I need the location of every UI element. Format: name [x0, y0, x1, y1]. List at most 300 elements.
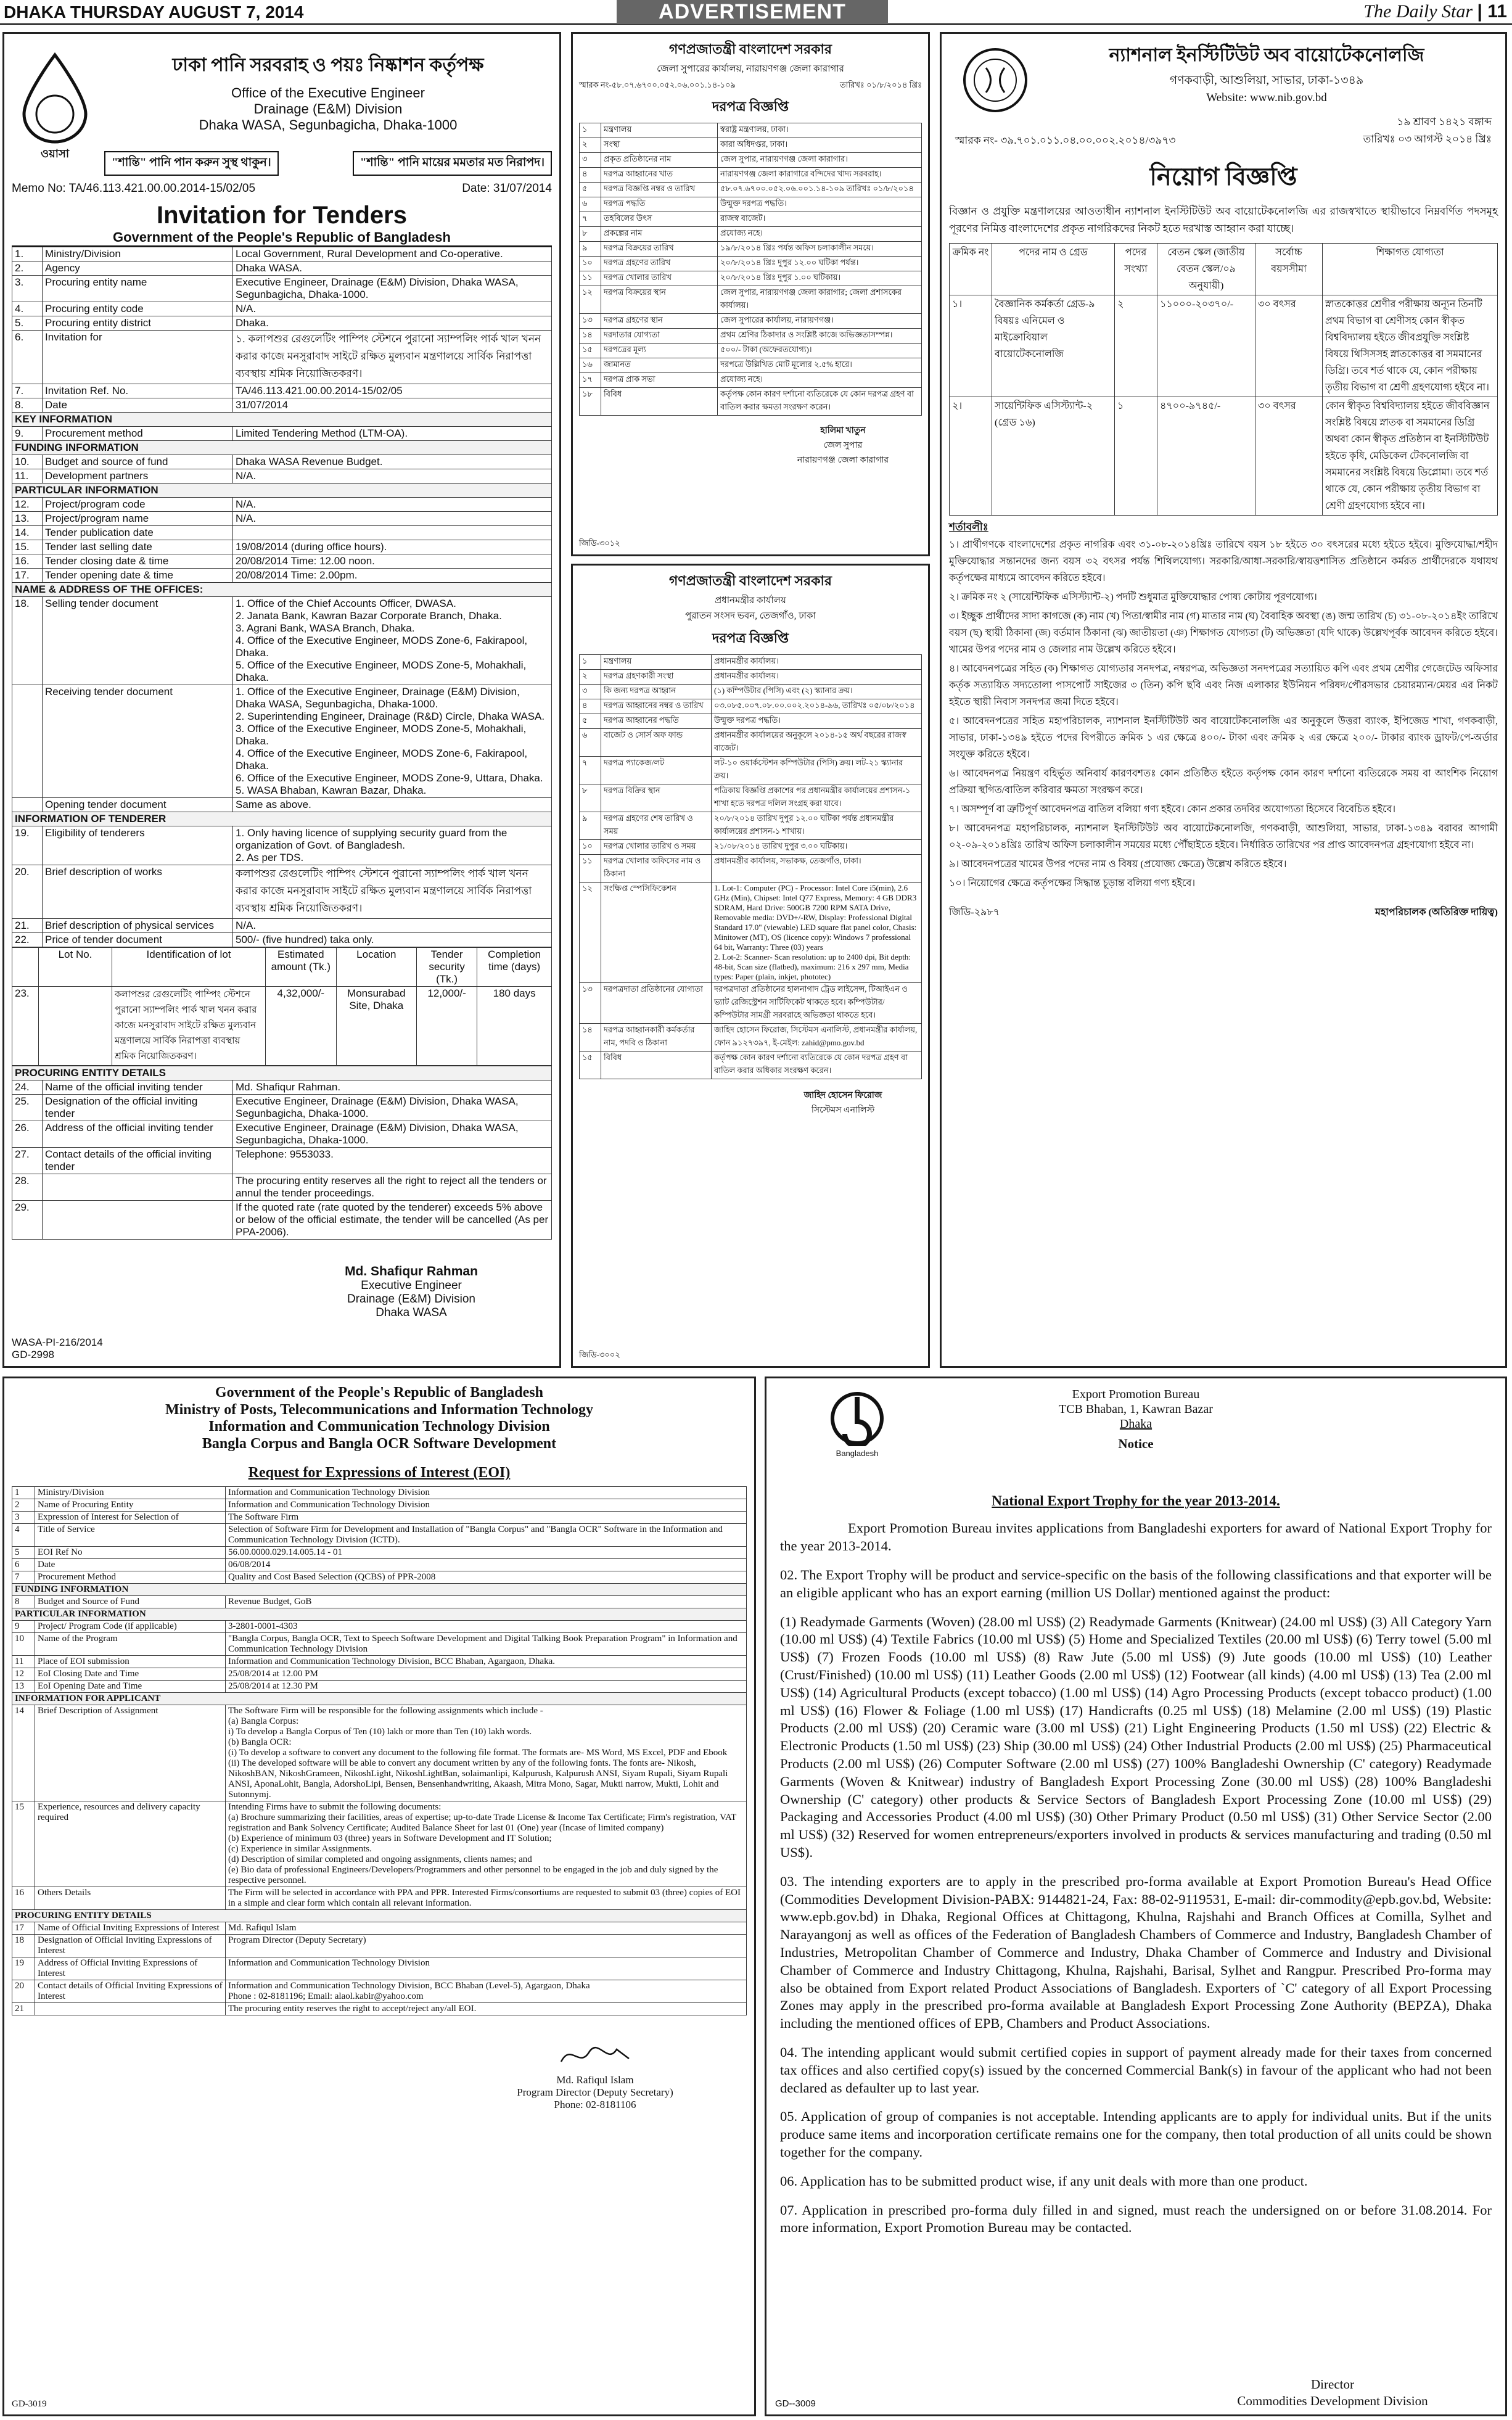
row-number: 5.: [12, 316, 43, 331]
nib-term: ৯। আবেদনপত্রের খামের উপর পদের নাম ও বিষয় (প্রযোজ্য ক্ষেত্রে) উল্লেখ করিতে হইবে।: [949, 859, 1287, 870]
row-value: Information and Communication Technology Division, BCC Bhaban (Level-5), Agargaon, Dhaka Phone : 02-8181196; Email: alaol.kabir@yahoo.com: [226, 1980, 747, 2003]
info-row: [12, 685, 552, 798]
row-number: 28.: [12, 1174, 43, 1201]
section-title: PARTICULAR INFORMATION: [12, 1608, 747, 1621]
wasa-codes: [12, 1336, 103, 1361]
row-label: Eligibility of tenderers: [43, 826, 233, 865]
info-row: [12, 1596, 747, 1608]
row-number: 25.: [12, 1095, 43, 1121]
row-value: ০৩.০৮৫.০০৭.০৮.০০.০০২.২০১৪-৯৬, তারিখঃ ০৫/০৮/২০১৪: [712, 699, 922, 714]
info-row: [580, 197, 922, 212]
row-number: ১।: [950, 295, 992, 397]
epb-header: [780, 1385, 1492, 1514]
row-number: ১০: [580, 257, 601, 271]
info-row: [580, 1052, 922, 1079]
info-row: [580, 983, 922, 1024]
row-number: ৫: [580, 183, 601, 197]
row-number: [12, 798, 43, 812]
mid1-sign-name: হালিমা খাতুন: [820, 426, 866, 435]
water-drop-logo-icon: [18, 52, 92, 145]
epb-sign-line: Director: [1311, 2377, 1354, 2392]
row-number: ১৫: [580, 1052, 601, 1079]
brand-name: The Daily Star: [1363, 1, 1473, 22]
info-row: [12, 455, 552, 469]
row-value: প্রধানমন্ত্রীর কার্যালয়।: [712, 670, 922, 685]
mid1-memo: স্মারক নং-৫৮.০৭.৬৭০০.০৫২.০৬.০০১.১৪-১০৯: [579, 80, 736, 89]
row-number: ৭: [580, 212, 601, 227]
row-value: 3-2801-0001-4303: [226, 1621, 747, 1633]
row-number: ৪: [580, 699, 601, 714]
row-label: Place of EOI submission: [35, 1656, 226, 1668]
info-row: [12, 1559, 747, 1571]
row-cell: ৩০ বৎসর: [1255, 295, 1323, 397]
nib-col-header: পদের সংখ্যা: [1115, 244, 1157, 295]
lot-row: [12, 987, 552, 1066]
row-number: 4: [12, 1524, 35, 1547]
row-number: 20.: [12, 865, 43, 919]
row-number: 22.: [12, 933, 43, 947]
row-value: Telephone: 9553033.: [233, 1148, 552, 1174]
wasa-memo-line: [12, 182, 552, 195]
info-row: [12, 919, 552, 933]
epb-para-2: 02. The Export Trophy will be product and service-specific on the basis of the following classifications and that exporter will be an eligible applicant who has an export earning (million US Dollar) mentioned against the product:: [780, 1567, 1492, 1600]
epb-para-6: 06. Application has to be submitted product wise, if any unit deals with more than one product.: [780, 2173, 1308, 2189]
row-value: 25/08/2014 at 12.30 PM: [226, 1681, 747, 1693]
lot-identification: কলাপশুর রেগুলেটিং পাম্পিং স্টেশনে পুরানো স্যাম্পলিং পার্ক খাল খনন করার কাজে মনসুরাবাদ সাইটে রক্ষিত মুল্যবান মন্ত্রণালয়ে সার্বিক নিরাপত্তা ব্যবস্থায় শ্রমিক নিয়োজিতকরণ।: [112, 987, 266, 1066]
row-number: ১৩: [580, 314, 601, 329]
section-title: NAME & ADDRESS OF THE OFFICES:: [12, 583, 552, 597]
row-label: [35, 2003, 226, 2015]
row-label: দরপত্র বিক্রয়ের স্থান: [601, 286, 718, 314]
info-row: [580, 183, 922, 197]
lot-header: Location: [336, 948, 416, 987]
row-label: Tender publication date: [43, 526, 233, 540]
row-label: Agency: [43, 261, 233, 276]
row-value: পত্রিকায় বিজ্ঞপ্তি প্রকাশের পর প্রধানমন্ত্রীর কার্যালয়ের প্রশাসন-১ শাখা হতে দরপত্র দলিল সংগ্রহ করা যাবে।: [712, 784, 922, 812]
info-row: [12, 331, 552, 384]
row-value: [233, 526, 552, 540]
row-number: 24.: [12, 1080, 43, 1095]
jail-tender-ad: [571, 32, 930, 556]
row-number: 2: [12, 1499, 35, 1512]
lot-location: Monsurabad Site, Dhaka: [336, 987, 416, 1066]
ict-line: Bangla Corpus and Bangla OCR Software Development: [202, 1435, 557, 1452]
row-label: প্রকৃত প্রতিষ্ঠানের নাম: [601, 153, 718, 168]
section-row: [12, 484, 552, 498]
wasa-slogan-2: "শান্তি" পানি মায়ের মমতার মত নিরাপদ।: [353, 151, 552, 176]
info-row: [12, 526, 552, 540]
row-label: Procurement method: [43, 427, 233, 441]
row-label: দরপত্র পদ্ধতি: [601, 197, 718, 212]
nib-jobs-table: [949, 243, 1498, 516]
row-number: ১১: [580, 271, 601, 286]
epb-para-4: 04. The intending applicant would submit certified copies in support of payment already made for their taxes from concerned tax offices and also certified copy(s) issued by the concerned Commercial Bank(s) in favour of the applicant who had not been declared as defaulter up to last year.: [780, 2044, 1492, 2096]
info-row: [12, 498, 552, 512]
row-value: The procuring entity reserves the right to accept/reject any/all EOI.: [226, 2003, 747, 2015]
row-value: N/A.: [233, 498, 552, 512]
epb-para-7: 07. Application in prescribed pro-forma duly filled in and signed, must reach the undersigned on or before 31.08.2014. For more information, Export Promotion Bureau may be contacted.: [780, 2202, 1492, 2236]
row-label: Development partners: [43, 469, 233, 484]
row-number: ১৩: [580, 983, 601, 1024]
mid1-signature: [764, 423, 922, 467]
epb-code: GD--3009: [775, 2398, 816, 2409]
mid2-table: [579, 654, 922, 1079]
row-label: মন্ত্রণালয়: [601, 655, 712, 670]
section-row: [12, 1608, 747, 1621]
info-row: [580, 699, 922, 714]
row-number: [12, 685, 43, 798]
wasa-heading: Invitation for Tenders: [157, 202, 407, 229]
row-label: Address of Official Inviting Expressions of Interest: [35, 1957, 226, 1980]
row-value: Information and Communication Technology Division: [226, 1499, 747, 1512]
mid1-sign-line: নারায়ণগঞ্জ জেলা কারাগার: [797, 456, 889, 465]
row-label: Ministry/Division: [43, 247, 233, 261]
row-number: ৭: [580, 757, 601, 784]
row-label: দরপত্র আহ্বানের নম্বর ও তারিখ: [601, 699, 712, 714]
row-number: ১৪: [580, 1024, 601, 1052]
wasa-bn-title: ঢাকা পানি সরবরাহ ও পয়ঃ নিষ্কাশন কর্তৃপক্ষ: [172, 55, 484, 75]
row-number: ১৫: [580, 344, 601, 358]
nib-seal-logo-icon: [961, 46, 1029, 114]
epb-sign-line: Commodities Development Division: [1237, 2393, 1428, 2409]
row-label: দরপত্রের মূল্য: [601, 344, 718, 358]
info-row: [12, 554, 552, 569]
nib-col-header: ক্রমিক নং: [950, 244, 992, 295]
wasa-office: Office of the Executive Engineer: [231, 85, 425, 101]
row-value: ১৯/৮/২০১৪ খ্রিঃ পর্যন্ত অফিস চলাকালীন সময়ে।: [718, 242, 922, 257]
row-label: দরপত্রদাতা প্রতিষ্ঠানের যোগ্যতা: [601, 983, 712, 1024]
info-row: [580, 153, 922, 168]
info-row: [580, 138, 922, 153]
row-value: 25/08/2014 at 12.00 PM: [226, 1668, 747, 1681]
row-number: ১২: [580, 883, 601, 983]
row-number: ৮: [580, 227, 601, 242]
row-label: Project/program code: [43, 498, 233, 512]
nib-col-header: শিক্ষাগত যোগ্যতা: [1323, 244, 1498, 295]
row-number: ১৭: [580, 373, 601, 388]
row-number: ১৮: [580, 388, 601, 416]
info-row: [12, 302, 552, 316]
section-title: INFORMATION FOR APPLICANT: [12, 1693, 747, 1705]
row-value: "Bangla Corpus, Bangla OCR, Text to Speech Software Development and Digital Talking Book Preparation Program" in Information and Communication Technology Division: [226, 1633, 747, 1656]
section-label: ADVERTISEMENT: [617, 0, 888, 24]
row-value: Md. Shafiqur Rahman.: [233, 1080, 552, 1095]
row-number: 9: [12, 1621, 35, 1633]
info-row: [12, 1512, 747, 1524]
info-row: [12, 1887, 747, 1910]
wasa-sign-line: Dhaka WASA: [376, 1306, 447, 1319]
row-label: Others Details: [35, 1887, 226, 1910]
row-value: Local Government, Rural Development and Co-operative.: [233, 247, 552, 261]
info-row: [950, 397, 1498, 516]
row-number: ২: [580, 138, 601, 153]
info-row: [580, 242, 922, 257]
epb-para-3: 03. The intending exporters are to apply in the prescribed pro-forma available at Export Promotion Bureau's Head Office (Commodities Development Division-PABX: 9144821-24, Fax: 88-02-9119531, E-mail: dir-commodity@epb.gov.bd, Website: www.epb.gov.bd) in Dhaka, Regional Offices at Chittagong, Khulna, Rajshahi and Branch Offices at Comilla, Sylhet and Narayangonj as well as offices of the Federation of Bangladesh Chambers of Commerce and Industry, Bangladesh Chamber of Industries, Metropolitan Chamber of Commerce and Industry, Dhaka Chamber of Commerce and Industry and Divisional Chamber of Commerce and Industry Chittagong, Khulna, Rajshahi, Barisal, Sylhet and Rangpur. Prescribed Pro-forma may also be obtained from Export related Product Associations of Bangladesh. Exporters of `C' category of all Export Processing Zones may apply in the prescribed pro-forma available at Bangladesh Export Processing Zone Authority (BEPZA), Dhaka including the mentioned offices of EPB, Chambers and Product Associations.: [780, 1873, 1492, 2031]
info-row: [12, 427, 552, 441]
info-row: [580, 883, 922, 983]
row-value: 1. Only having licence of supplying security guard from the organization of Govt. of Bangladesh. 2. As per TDS.: [233, 826, 552, 865]
masthead-date: DHAKA THURSDAY AUGUST 7, 2014: [4, 2, 304, 22]
row-value: If the quoted rate (rate quoted by the tenderer) exceeds 5% above or below of the official estimate, the tender will be cancelled (As per PPA-2006).: [233, 1201, 552, 1240]
ict-eoi-ad: [2, 1377, 756, 2416]
row-label: Invitation Ref. No.: [43, 384, 233, 398]
wasa-entity-table: [12, 1066, 552, 1240]
masthead: [0, 0, 1512, 25]
row-number: ২।: [950, 397, 992, 516]
row-value: ২০/৮/২০১৪ খ্রিঃ দুপুর ১২.০০ ঘটিকা পর্যন্ত।: [718, 257, 922, 271]
row-value: উন্মুক্ত দরপত্র পদ্ধতি।: [712, 714, 922, 729]
info-row: [580, 729, 922, 757]
info-row: [12, 569, 552, 583]
ict-line: Ministry of Posts, Telecommunications and Information Technology: [165, 1401, 594, 1418]
row-label: Contact details of Official Inviting Expressions of Interest: [35, 1980, 226, 2003]
row-label: দরপত্র খোলার তারিখ ও সময়: [601, 840, 712, 855]
info-row: [12, 1148, 552, 1174]
mid1-memo-line: [579, 80, 922, 93]
row-label: প্রকল্পের নাম: [601, 227, 718, 242]
row-label: Opening tender document: [43, 798, 233, 812]
row-value: প্রধানমন্ত্রীর কার্যালয়, সভাকক্ষ, তেজগাঁও, ঢাকা।: [712, 855, 922, 883]
row-value: নারায়ণগঞ্জ জেলা কারাগারে বন্দিদের খাদ্য সরবরাহ।: [718, 168, 922, 183]
row-value: প্রযোজ্য নহে।: [718, 373, 922, 388]
row-label: Title of Service: [35, 1524, 226, 1547]
row-number: ৪: [580, 168, 601, 183]
nib-date-bn: ১৯ শ্রাবণ ১৪২১ বঙ্গাব্দ: [1397, 116, 1492, 128]
row-value: 20/08/2014 Time: 12.00 noon.: [233, 554, 552, 569]
row-value: N/A.: [233, 302, 552, 316]
info-row: [580, 714, 922, 729]
row-label: Name of Procuring Entity: [35, 1499, 226, 1512]
row-number: 16.: [12, 554, 43, 569]
row-label: Name of the official inviting tender: [43, 1080, 233, 1095]
section-row: [12, 1693, 747, 1705]
nib-terms: [949, 537, 1498, 892]
row-label: Procuring entity name: [43, 276, 233, 302]
row-number: 21: [12, 2003, 35, 2015]
wasa-govt: Government of the People's Republic of Bangladesh: [12, 229, 552, 247]
epb-notice-label: Notice: [1118, 1436, 1154, 1451]
mid2-signature: [764, 1088, 922, 1117]
ict-eoi-table: [12, 1486, 747, 2015]
info-row: [12, 1621, 747, 1633]
row-value: Limited Tendering Method (LTM-OA).: [233, 427, 552, 441]
row-label: বাজেট ও সোর্স অফ ফান্ড: [601, 729, 712, 757]
info-row: [12, 512, 552, 526]
wasa-sign-line: Drainage (E&M) Division: [347, 1293, 475, 1306]
epb-logo-text: Bangladesh: [836, 1449, 879, 1458]
nib-term: ৬। আবেদনপত্র নিয়ন্ত্রণ বহির্ভূত অনিবার্য কারণবশতঃ কোন প্রতিষ্ঠিত হইতে কর্তৃপক্ষ কোন কারণ দর্শানো ব্যতিরেকে সময় বা আংশিক নিয়োগ প্রক্রিয়া স্থগিত/বাতিল করিবার ক্ষমতা সংরক্ষণ করে।: [949, 768, 1498, 796]
row-number: 2.: [12, 261, 43, 276]
mid2-sub: প্রধানমন্ত্রীর কার্যালয়: [715, 596, 786, 606]
info-row: [12, 1801, 747, 1887]
info-row: [12, 384, 552, 398]
row-label: Ministry/Division: [35, 1487, 226, 1499]
info-row: [580, 1024, 922, 1052]
section-row: [12, 583, 552, 597]
nib-term: ৭। অসম্পূর্ণ বা ত্রুটিপূর্ণ আবেদনপত্র বাতিল বলিয়া গণ্য হইবে। কোন প্রকার তদবির অযোগ্যতা হিসেবে বিবেচিত হইবে।: [949, 804, 1396, 815]
nib-heading: নিয়োগ বিজ্ঞপ্তি: [1149, 163, 1297, 191]
row-label: Procuring entity code: [43, 302, 233, 316]
row-label: দরপত্র আহ্বানের পদ্ধতি: [601, 714, 712, 729]
row-number: ১০: [580, 840, 601, 855]
info-row: [12, 247, 552, 261]
lot-amount: 4,32,000/-: [266, 987, 337, 1066]
row-number: ৫: [580, 714, 601, 729]
row-value: Information and Communication Technology Division, BCC Bhaban, Agargaon, Dhaka.: [226, 1656, 747, 1668]
row-number: ৬: [580, 729, 601, 757]
row-value: প্রথম শ্রেণির ঠিকাদার ও সংশ্লিষ্ট কাজে অভিজ্ঞতাসম্পন্ন।: [718, 329, 922, 344]
row-number: 14: [12, 1705, 35, 1801]
row-number: ১: [580, 655, 601, 670]
info-row: [580, 840, 922, 855]
section-row: [12, 1910, 747, 1922]
section-title: FUNDING INFORMATION: [12, 441, 552, 455]
row-label: দরপত্র আহ্বানের খাত: [601, 168, 718, 183]
row-value: Quality and Cost Based Selection (QCBS) of PPR-2008: [226, 1571, 747, 1584]
row-label: Tender closing date & time: [43, 554, 233, 569]
signature-scribble-icon: [558, 2040, 632, 2071]
row-number: 12: [12, 1668, 35, 1681]
mid1-table: [579, 123, 922, 416]
row-value: কর্তৃপক্ষ কোন কারণ দর্শানো ব্যতিরেকে যে কোন দরপত্র গ্রহণ বা বাতিল করার ক্ষমতা সংরক্ষণ করেন।: [718, 388, 922, 416]
nib-terms-head: শর্তাবলীঃ: [949, 521, 988, 533]
row-value: 56.00.0000.029.14.005.14 - 01: [226, 1547, 747, 1559]
row-value: Dhaka.: [233, 316, 552, 331]
row-label: বৈজ্ঞানিক কর্মকর্তা গ্রেড-৯ বিষয়ঃ এনিমেল ও মাইক্রোবিয়াল বায়োটেকনোলজি: [992, 295, 1115, 397]
row-value: ৫৮.০৭.৬৭০০.০৫২.০৬.০০১.১৪-১০৯ তারিখঃ ০১/৮/২০১৪: [718, 183, 922, 197]
row-label: EOI Ref No: [35, 1547, 226, 1559]
row-number: ১: [580, 123, 601, 138]
nib-memo: স্মারক নং- ৩৯.৭০১.০১১.০৪.০০.০০২.২০১৪/৩৯৭৩: [955, 134, 1176, 146]
epb-notice-ad: [765, 1377, 1507, 2416]
info-row: [12, 1633, 747, 1656]
info-row: [580, 329, 922, 344]
nib-sign: মহাপরিচালক (অতিরিক্ত দায়িত্ব): [1374, 907, 1498, 918]
wasa-date: Date: 31/07/2014: [462, 182, 552, 195]
row-value: উন্মুক্ত দরপত্র পদ্ধতি।: [718, 197, 922, 212]
row-value: দরপত্রদাতা প্রতিষ্ঠানের হালনাগাদ ট্রেড লাইসেন্স, টিআইএন ও ভ্যাট রেজিস্ট্রেশন সার্টিফিকেট থাকতে হবে। কম্পিউটার/কম্পিউটার সামগ্রী সরবরাহে অভিজ্ঞতা থাকতে হবে।: [712, 983, 922, 1024]
row-value: 06/08/2014: [226, 1559, 747, 1571]
lot-header: Identification of lot: [112, 948, 266, 987]
row-label: জামানত: [601, 358, 718, 373]
row-label: Procuring entity district: [43, 316, 233, 331]
mid2-heading: দরপত্র বিজ্ঞপ্তি: [712, 630, 789, 646]
row-label: Brief Description of Assignment: [35, 1705, 226, 1801]
info-row: [12, 1121, 552, 1148]
row-number: 13.: [12, 512, 43, 526]
info-row: [12, 2003, 747, 2015]
lot-header: Estimated amount (Tk.): [266, 948, 337, 987]
mid2-sub: পুরাতন সংসদ ভবন, তেজগাঁও, ঢাকা: [685, 611, 816, 621]
row-label: Project/ Program Code (if applicable): [35, 1621, 226, 1633]
row-number: ৯: [580, 242, 601, 257]
epb-line: Export Promotion Bureau: [1072, 1388, 1200, 1401]
row-value: ২১/০৮/২০১৪ তারিখ দুপুর ৩.০০ ঘটিকায়।: [712, 840, 922, 855]
info-row: [12, 1174, 552, 1201]
info-row: [580, 344, 922, 358]
info-row: [580, 212, 922, 227]
section-row: [12, 812, 552, 826]
row-value: ৫০০/- টাকা (অফেরতযোগ্য)।: [718, 344, 922, 358]
info-row: [12, 1547, 747, 1559]
row-cell: ২: [1115, 295, 1157, 397]
info-row: [580, 227, 922, 242]
row-label: বিবিধ: [601, 1052, 712, 1079]
row-number: ৬: [580, 197, 601, 212]
epb-line: Dhaka: [1119, 1417, 1152, 1431]
wasa-division: Drainage (E&M) Division: [253, 101, 403, 117]
row-number: 21.: [12, 919, 43, 933]
wasa-memo: Memo No: TA/46.113.421.00.00.2014-15/02/05: [12, 182, 256, 195]
row-label: Experience, resources and delivery capacity required: [35, 1801, 226, 1887]
row-number: 15.: [12, 540, 43, 554]
section-title: KEY INFORMATION: [12, 413, 552, 427]
row-number: ১২: [580, 286, 601, 314]
info-row: [12, 469, 552, 484]
row-number: 5: [12, 1547, 35, 1559]
masthead-brand: The Daily Star | 11: [1363, 1, 1507, 22]
row-label: দরপত্র গ্রহণের শেষ তারিখ ও সময়: [601, 812, 712, 840]
row-value: N/A.: [233, 512, 552, 526]
row-label: দরপত্র খোলার অফিসের নাম ও ঠিকানা: [601, 855, 712, 883]
row-value: 20/08/2014 Time: 2.00pm.: [233, 569, 552, 583]
row-label: Designation of Official Inviting Expressions of Interest: [35, 1935, 226, 1957]
info-row: [580, 855, 922, 883]
wasa-header: [12, 40, 552, 176]
row-number: 13: [12, 1681, 35, 1693]
row-value: 1. Office of the Executive Engineer, Drainage (E&M) Division, Dhaka WASA, Segunbagicha, Dhaka-1000. 2. Superintending Engineer, Drainage (R&D) Circle, Dhaka WASA. 3. Office of the Executive Engineer, MODS Zone-5, Mohakhali, Dhaka. 4. Office of the Executive Engineer, MODS Zone-6, Fakirapool, Dhaka. 6. Office of the Executive Engineer, MODS Zone-9, Uttara, Dhaka. 5. WASA Bhaban, Kawran Bazar, Dhaka.: [233, 685, 552, 798]
row-number: ১৬: [580, 358, 601, 373]
wasa-logo-text: ওয়াসা: [40, 147, 70, 160]
section-row: [12, 1066, 552, 1080]
row-value: TA/46.113.421.00.00.2014-15/02/05: [233, 384, 552, 398]
section-row: [12, 413, 552, 427]
row-label: EoI Opening Date and Time: [35, 1681, 226, 1693]
row-number: 26.: [12, 1121, 43, 1148]
row-value: প্রধানমন্ত্রীর কার্যালয়ের অনুকূলে ২০১৪-১৫ অর্থ বছরের রাজস্ব বাজেট।: [712, 729, 922, 757]
nib-term: ৮। আবেদনপত্র মহাপরিচালক, ন্যাশনাল ইনস্টিটিউট অব বায়োটেকনোলজি, গণকবাড়ী, আশুলিয়া, সাভার, ঢাকা-১৩৪৯ বরাবর আগামী ০২-০৯-২০১৪খ্রিঃ তারিখ অফিস চলাকালীন সময়ের মধ্যে পৌঁছাইতে হইবে। নির্ধারিত তারিখের পর প্রাপ্ত আবেদনপত্র গ্রহণযোগ্য হইবে না।: [949, 823, 1498, 850]
row-label: সংস্থা: [601, 138, 718, 153]
nib-term: ১। প্রার্থীগণকে বাংলাদেশের প্রকৃত নাগরিক এবং ৩১-০৮-২০১৪খ্রিঃ তারিখে বয়স ১৮ হইতে ৩০ বৎসরের মধ্যে হইতে হইবে। মুক্তিযোদ্ধা/শহীদ মুক্তিযোদ্ধার সন্তানদের জন্য বয়স ৩২ বৎসর পর্যন্ত শিথিলযোগ্য। সরকারি/আধা-সরকারি/স্বায়ত্তশাসিত প্রতিষ্ঠানে কর্মরত প্রার্থীদেরকে যথাযথ কর্তৃপক্ষের মাধ্যমে আবেদন করিতে হইবে।: [949, 540, 1498, 583]
nib-code: জিডি-২৯৮৭: [949, 907, 1000, 918]
row-number: 18.: [12, 597, 43, 685]
info-row: [12, 1499, 747, 1512]
row-number: 29.: [12, 1201, 43, 1240]
mid1-title: গণপ্রজাতন্ত্রী বাংলাদেশ সরকার: [668, 41, 832, 57]
epb-line: TCB Bhaban, 1, Kawran Bazar: [1059, 1402, 1213, 1416]
row-number: 19.: [12, 826, 43, 865]
mid1-heading: দরপত্র বিজ্ঞপ্তি: [712, 99, 789, 114]
row-number: ১১: [580, 855, 601, 883]
row-number: ১৪: [580, 329, 601, 344]
nib-col-header: সর্বোচ্চ বয়সসীমা: [1255, 244, 1323, 295]
info-row: [12, 276, 552, 302]
row-number: 6: [12, 1559, 35, 1571]
info-row: [12, 1095, 552, 1121]
row-value: Dhaka WASA Revenue Budget.: [233, 455, 552, 469]
nib-title: ন্যাশনাল ইনস্টিটিউট অব বায়োটেকনোলজি: [1109, 45, 1424, 65]
ict-sign-name: Md. Rafiqul Islam: [556, 2074, 634, 2086]
row-value: Dhaka WASA.: [233, 261, 552, 276]
wasa-code: WASA-PI-216/2014: [12, 1336, 103, 1348]
row-number: 3: [12, 1512, 35, 1524]
row-number: 1.: [12, 247, 43, 261]
info-row: [580, 757, 922, 784]
nib-term: ২। ক্রমিক নং ২ (সায়েন্টিফিক এসিস্ট্যান্ট-২) পদটি শুধুমাত্র মুক্তিযোদ্ধার পোষ্য কোটায় পূরণযোগ্য।: [949, 592, 1317, 603]
row-value: ২০/৮/২০১৪ খ্রিঃ দুপুর ১.০০ ঘটিকায়।: [718, 271, 922, 286]
row-number: 7: [12, 1571, 35, 1584]
row-number: 19: [12, 1957, 35, 1980]
